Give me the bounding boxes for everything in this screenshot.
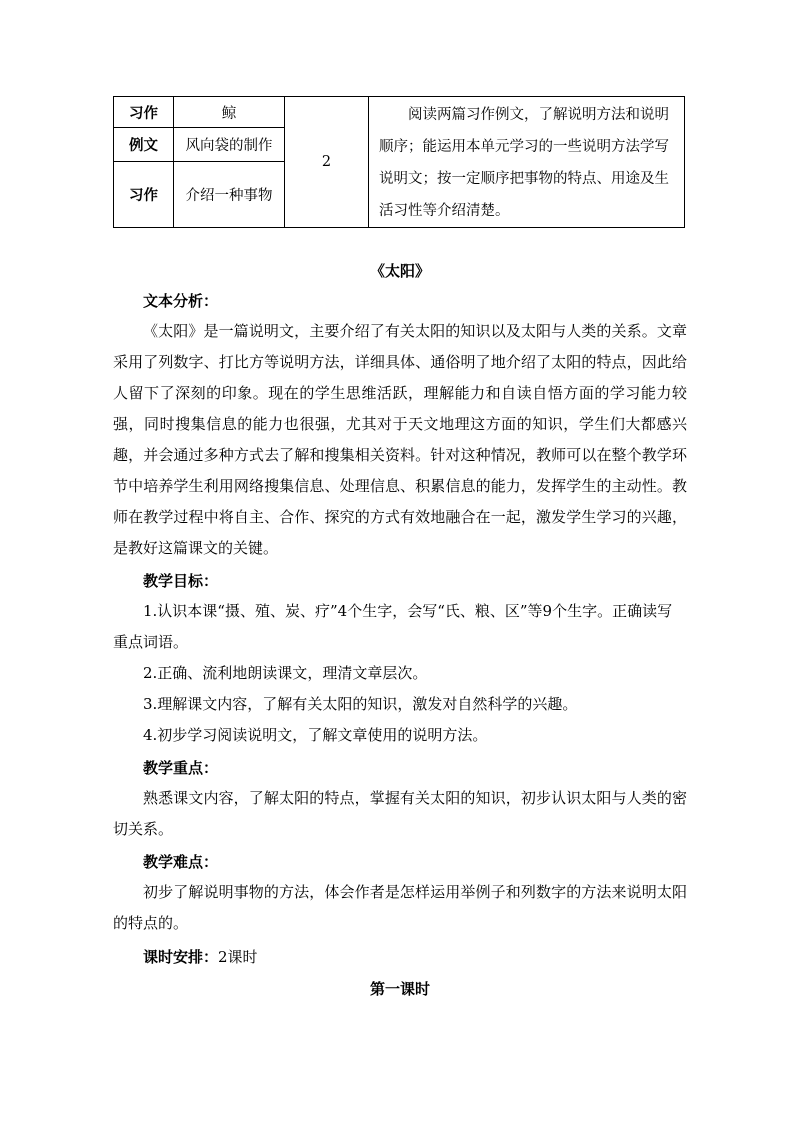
schedule-label: 课时安排：	[143, 948, 219, 966]
hours-cell: 2	[285, 97, 369, 228]
item-introduce: 介绍一种事物	[174, 161, 285, 227]
first-lesson-heading: 第一课时	[369, 980, 430, 998]
goal-item-3: 3.理解课文内容，了解有关太阳的知识，激发对自然科学的兴趣。	[143, 695, 578, 713]
goal-item-4: 4.初步学习阅读说明文，了解文章使用的说明方法。	[143, 726, 488, 744]
lesson-document	[113, 258, 687, 1004]
row-label-xizuo: 习作	[114, 97, 174, 128]
key-points-text: 熟悉课文内容，了解太阳的特点，掌握有关太阳的知识，初步认识太阳与人类的密切关系。	[113, 789, 687, 838]
description-text: 阅读两篇习作例文，了解说明方法和说明顺序；能运用本单元学习的一些说明方法学写说明文；按一定顺序把事物的特点、用途及生活习性等介绍清楚。	[379, 107, 669, 219]
row-label-xizuo-2: 习作	[114, 161, 174, 227]
analysis-text: 《太阳》是一篇说明文，主要介绍了有关太阳的知识以及太阳与人类的关系。文章采用了列数字、打比方等说明方法，详细具体、通俗明了地介绍了太阳的特点，因此给人留下了深刻的印象。现在的学生思维活跃，理解能力和自读自悟方面的学习能力较强，同时搜集信息的能力也很强，尤其对于天文地理这方面的知识，学生们大都感兴趣，并会通过多种方式去了解和搜集相关资料。针对这种情况，教师可以在整个教学环节中培养学生利用网络搜集信息、处理信息、积累信息的能力，发挥学生的主动性。教师在教学过程中将自主、合作、探究的方式有效地融合在一起，激发学生学习的兴趣，是教好这篇课文的关键。	[113, 322, 687, 557]
goal-item-1: 1.认识本课“摄、殖、炭、疗”4个生字，会写“氏、粮、区”等9个生字。正确读写重点词语。	[113, 602, 673, 651]
difficulties-text: 初步了解说明事物的方法，体会作者是怎样运用举例子和列数字的方法来说明太阳的特点的。	[113, 883, 687, 932]
goals-heading: 教学目标：	[143, 572, 219, 590]
row-label-liwen: 例文	[114, 128, 174, 162]
goal-item-2: 2.正确、流利地朗读课文，理清文章层次。	[143, 664, 428, 682]
schedule-value: 2课时	[218, 948, 258, 966]
lesson-title: 《太阳》	[369, 262, 430, 280]
key-points-heading: 教学重点：	[143, 759, 219, 777]
description-cell	[369, 97, 685, 228]
analysis-heading: 文本分析：	[143, 292, 219, 310]
item-whale: 鲸	[174, 97, 285, 128]
unit-table	[113, 96, 685, 228]
schedule-line	[113, 942, 687, 972]
item-windsock: 风向袋的制作	[174, 128, 285, 162]
difficulties-heading: 教学难点：	[143, 853, 219, 871]
